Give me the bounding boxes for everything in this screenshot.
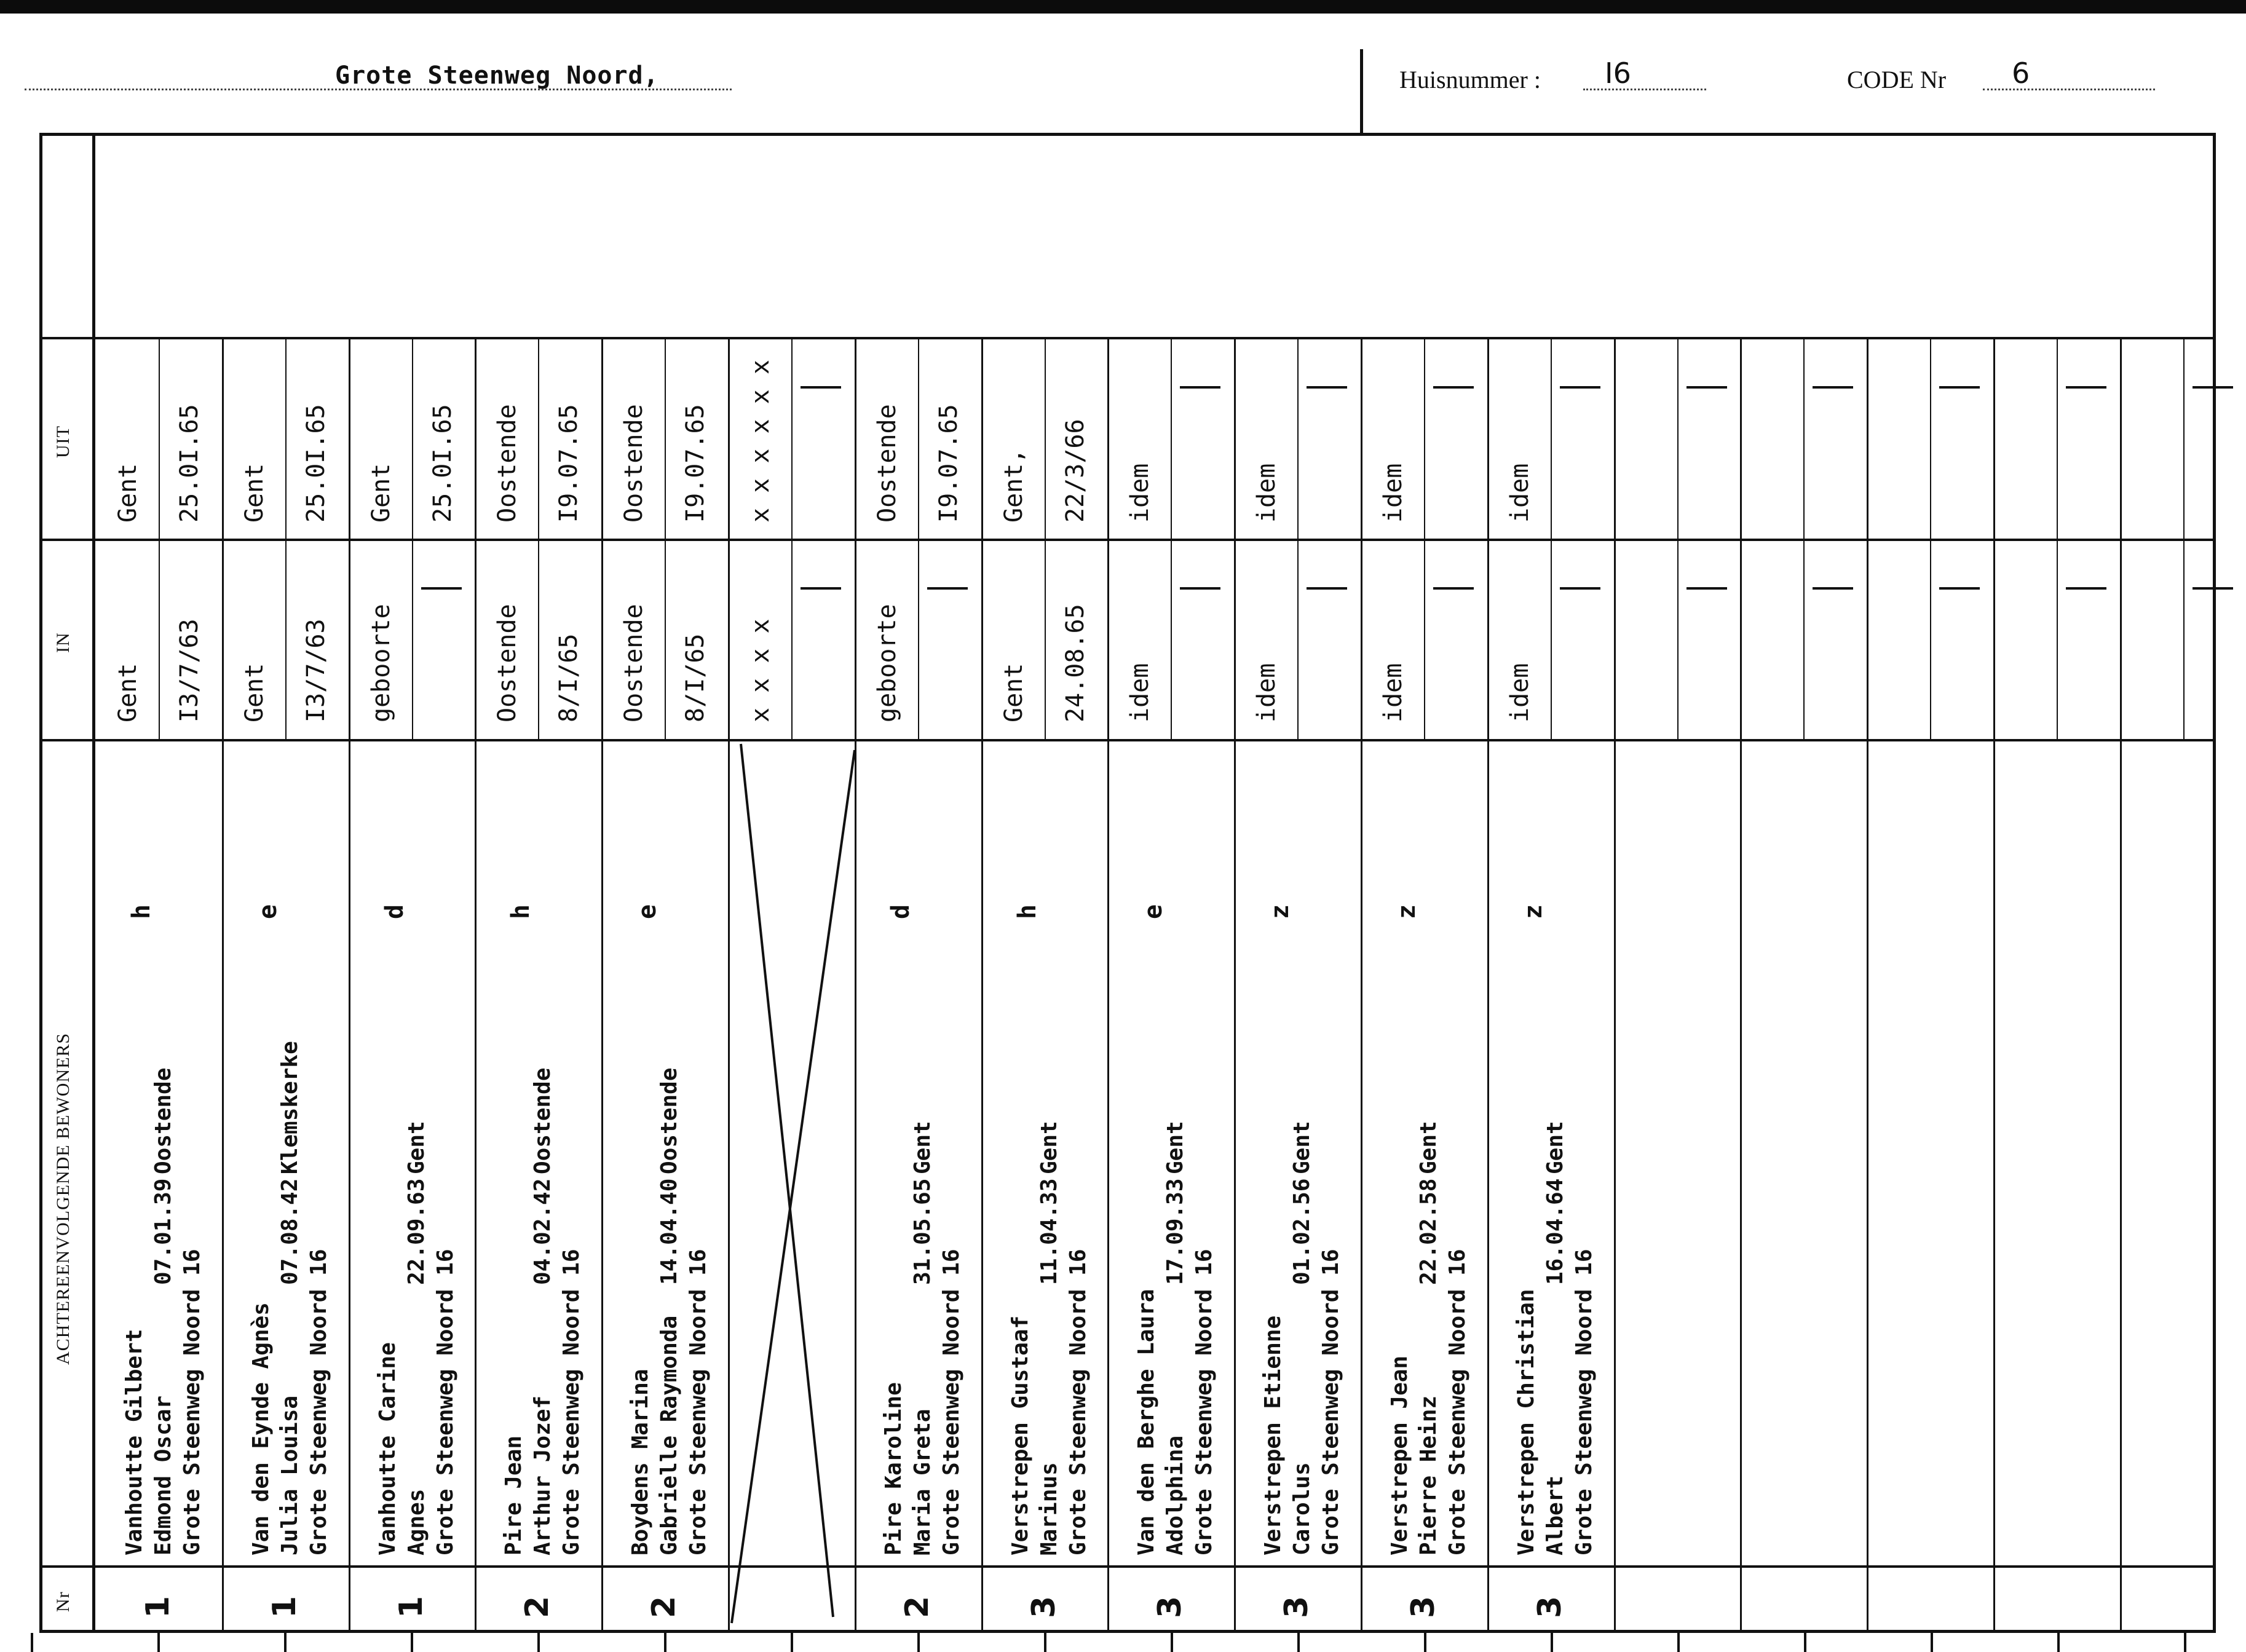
resident-entry (499, 1068, 586, 1555)
empty-date-dash (1686, 386, 1727, 389)
resident-address (1064, 1121, 1093, 1555)
in-place: idem (1379, 663, 1407, 722)
huisnummer-label: Huisnummer : (1399, 66, 1541, 93)
margin-tick (1804, 1633, 1806, 1652)
register-frame (39, 133, 2216, 1633)
margin-tick (791, 1633, 793, 1652)
birth-date (1259, 1174, 1287, 1285)
birth-date: 04.02.42 (530, 1178, 555, 1285)
resident-sex-code: z (1393, 904, 1421, 919)
name-text: Arthur Jozef (530, 1395, 555, 1555)
column-in-label: IN (53, 632, 73, 653)
name-text: Adolphina (1163, 1435, 1188, 1555)
date-subdivider (159, 337, 160, 739)
bewoners-nr-border (39, 1565, 2216, 1568)
in-bewoners-border (39, 739, 2216, 741)
birth-date (373, 1174, 402, 1285)
empty-date-dash (927, 587, 968, 590)
column-divider (349, 337, 350, 1633)
resident-sex-code: e (1139, 904, 1168, 919)
date-subdivider (1677, 337, 1679, 739)
name-text: Grote Steenweg Noord 16 (1318, 1249, 1343, 1555)
birth-date: 22.02.58 (1416, 1178, 1441, 1285)
name-text: Edmond Oscar (151, 1395, 176, 1555)
code-value: 6 (2012, 57, 2030, 90)
margin-tick (2184, 1633, 2186, 1652)
street-dotline (25, 89, 732, 90)
empty-date-dash (1307, 587, 1347, 590)
resident-nr: 3 (1532, 1595, 1568, 1618)
margin-tick (2057, 1633, 2060, 1652)
name-text: Gabrielle Raymonda (657, 1315, 682, 1555)
date-subdivider (1424, 337, 1425, 739)
birth-place: Gent (1543, 1121, 1568, 1174)
uit-place: x x x x x x (746, 360, 775, 523)
huisnummer-value: I6 (1605, 57, 1631, 90)
resident-sex-code: z (1519, 904, 1548, 919)
resident-entry (120, 1068, 207, 1555)
empty-date-dash (2193, 386, 2233, 389)
birth-date: 16.04.64 (1543, 1178, 1568, 1285)
date-subdivider (1803, 337, 1805, 739)
empty-date-dash (1686, 587, 1727, 590)
margin-tick (157, 1633, 160, 1652)
birth-date (1006, 1174, 1035, 1285)
name-text: Vanhoutte Carine (375, 1342, 400, 1555)
birth-place: Gent (1289, 1121, 1315, 1174)
birth-date (1385, 1174, 1414, 1285)
resident-name (1512, 1121, 1541, 1555)
name-text: Verstrepen Jean (1387, 1355, 1412, 1555)
resident-given-names (1287, 1121, 1316, 1555)
column-divider (222, 337, 224, 1633)
uit-place: Gent (114, 463, 142, 523)
in-place: idem (1252, 663, 1281, 722)
empty-date-dash (421, 587, 462, 590)
resident-given-names (402, 1121, 431, 1555)
name-text: Grote Steenweg Noord 16 (306, 1249, 331, 1555)
name-text: Grote Steenweg Noord 16 (1066, 1249, 1091, 1555)
birth-date (1132, 1174, 1161, 1285)
uit-place: Gent, (1000, 448, 1028, 523)
resident-sex-code: e (254, 904, 282, 919)
birth-date (1570, 1174, 1599, 1285)
birth-date: 07.08.42 (277, 1178, 302, 1285)
name-text: Verstrepen Christian (1514, 1289, 1539, 1555)
uit-place: Oostende (493, 404, 521, 523)
birth-date (557, 1174, 586, 1285)
uit-in-border (39, 539, 2216, 541)
column-divider (1614, 337, 1616, 1633)
resident-given-names (1161, 1121, 1190, 1555)
column-divider (1234, 337, 1236, 1633)
in-date: I3/7/63 (175, 619, 204, 722)
date-subdivider (285, 337, 287, 739)
resident-address (1316, 1121, 1345, 1555)
birth-place: Oostende (530, 1067, 555, 1174)
resident-nr: 3 (1405, 1595, 1442, 1618)
birth-date (499, 1174, 528, 1285)
birth-place: Gent (1163, 1121, 1188, 1174)
name-text: Albert (1543, 1475, 1568, 1555)
resident-entry (1385, 1121, 1472, 1555)
resident-given-names (908, 1121, 937, 1555)
date-subdivider (1171, 337, 1172, 739)
uit-place: Gent (367, 463, 395, 523)
name-text: Grote Steenweg Noord 16 (180, 1249, 205, 1555)
birth-place: Klemskerke (277, 1041, 302, 1174)
name-text: Boydens Marina (628, 1369, 653, 1555)
birth-date (247, 1174, 275, 1285)
margin-tick (1931, 1633, 1933, 1652)
huisnummer-dotline (1583, 89, 1706, 90)
birth-date: 01.02.56 (1289, 1178, 1315, 1285)
in-place: geboorte (367, 604, 395, 722)
resident-given-names (1035, 1121, 1064, 1555)
in-place: x x x x (746, 619, 775, 722)
name-text: Pire Karoline (881, 1382, 906, 1555)
margin-tick (284, 1633, 287, 1652)
resident-nr: 3 (1278, 1595, 1315, 1618)
resident-name (373, 1121, 402, 1555)
in-place: idem (1506, 663, 1534, 722)
in-date: I3/7/63 (302, 619, 330, 722)
resident-sex-code: z (1266, 904, 1294, 919)
in-date: 8/I/65 (555, 633, 583, 722)
in-place: idem (1126, 663, 1154, 722)
resident-entry (626, 1068, 713, 1555)
name-text: Julia Louisa (277, 1395, 302, 1555)
birth-date (1190, 1174, 1219, 1285)
birth-date (304, 1174, 333, 1285)
column-divider (1993, 337, 1995, 1633)
column-divider (2120, 337, 2122, 1633)
empty-date-dash (1813, 587, 1853, 590)
column-divider (1867, 337, 1868, 1633)
empty-date-dash (1433, 386, 1474, 389)
birth-date: 07.01.39 (151, 1178, 176, 1285)
name-text: Van den Berghe Laura (1134, 1289, 1159, 1555)
birth-date (684, 1174, 713, 1285)
uit-date: I9.07.65 (555, 404, 583, 523)
column-divider (981, 337, 983, 1633)
date-subdivider (918, 337, 919, 739)
date-subdivider (2183, 337, 2185, 739)
in-place: Gent (114, 663, 142, 722)
left-label-column-border (92, 133, 95, 1633)
code-dotline (1983, 89, 2155, 90)
birth-date (178, 1174, 207, 1285)
name-text: Pire Jean (501, 1435, 526, 1555)
resident-nr: 1 (393, 1595, 430, 1618)
uit-date: 25.0I.65 (429, 404, 457, 523)
resident-name (1132, 1121, 1161, 1555)
birth-place: Gent (1416, 1121, 1441, 1174)
name-text: Grote Steenweg Noord 16 (559, 1249, 584, 1555)
margin-tick (1044, 1633, 1046, 1652)
resident-entry (1259, 1121, 1345, 1555)
name-text: Grote Steenweg Noord 16 (433, 1249, 458, 1555)
cancelled-entry-cross (726, 738, 861, 1629)
birth-place: Gent (910, 1121, 935, 1174)
empty-date-dash (1939, 386, 1980, 389)
date-subdivider (791, 337, 793, 739)
column-bewoners-label: ACHTEREENVOLGENDE BEWONERS (53, 1032, 73, 1365)
empty-date-dash (2066, 587, 2106, 590)
empty-date-dash (2066, 386, 2106, 389)
resident-address (1190, 1121, 1219, 1555)
resident-given-names (1541, 1121, 1570, 1555)
resident-address (178, 1068, 207, 1555)
name-text: Grote Steenweg Noord 16 (939, 1249, 964, 1555)
name-text: Verstrepen Etienne (1260, 1315, 1286, 1555)
code-label: CODE Nr (1847, 66, 1947, 93)
margin-tick (411, 1633, 413, 1652)
in-date: 8/I/65 (681, 633, 710, 722)
in-place: Gent (1000, 663, 1028, 722)
birth-date (120, 1174, 149, 1285)
resident-nr: 2 (899, 1595, 936, 1618)
birth-date (431, 1174, 460, 1285)
resident-address (1570, 1121, 1599, 1555)
street-name: Grote Steenweg Noord, (335, 61, 659, 90)
resident-entry (247, 1041, 333, 1555)
margin-tick (537, 1633, 540, 1652)
birth-place: Gent (1037, 1121, 1062, 1174)
in-place: Oostende (620, 604, 648, 722)
resident-nr: 2 (646, 1595, 682, 1618)
in-place: Gent (240, 663, 269, 722)
birth-place: Oostende (657, 1067, 682, 1174)
uit-place: Oostende (620, 404, 648, 523)
name-text: Verstrepen Gustaaf (1008, 1315, 1033, 1555)
name-text: Vanhoutte Gilbert (122, 1329, 147, 1555)
name-text: Grote Steenweg Noord 16 (686, 1249, 711, 1555)
uit-place: idem (1252, 463, 1281, 523)
resident-address (684, 1068, 713, 1555)
empty-date-dash (801, 386, 841, 389)
column-uit-label: UIT (53, 425, 73, 458)
resident-name (879, 1121, 908, 1555)
birth-date: 14.04.40 (657, 1178, 682, 1285)
resident-sex-code: d (887, 904, 915, 919)
resident-nr: 3 (1152, 1595, 1188, 1618)
date-subdivider (1297, 337, 1299, 739)
resident-nr: 2 (519, 1595, 556, 1618)
resident-sex-code: d (381, 904, 409, 919)
birth-date (626, 1174, 655, 1285)
date-subdivider (665, 337, 666, 739)
uit-place: Gent (240, 463, 269, 523)
column-divider (475, 337, 476, 1633)
resident-nr: 1 (140, 1595, 176, 1618)
uit-place: idem (1379, 463, 1407, 523)
in-place: geboorte (873, 604, 901, 722)
column-divider (1361, 337, 1362, 1633)
resident-entry (1006, 1121, 1093, 1555)
resident-sex-code: h (507, 904, 535, 919)
empty-date-dash (1307, 386, 1347, 389)
resident-address (1443, 1121, 1472, 1555)
birth-date (937, 1174, 966, 1285)
date-subdivider (1045, 337, 1046, 739)
uit-place: Oostende (873, 404, 901, 523)
uit-date: I9.07.65 (935, 404, 963, 523)
empty-date-dash (801, 587, 841, 590)
name-text: Grote Steenweg Noord 16 (1445, 1249, 1470, 1555)
resident-sex-code: e (633, 904, 662, 919)
birth-date: 11.04.33 (1037, 1178, 1062, 1285)
resident-given-names (655, 1068, 684, 1555)
resident-sex-code: h (127, 904, 156, 919)
empty-date-dash (1180, 386, 1220, 389)
name-text: Grote Steenweg Noord 16 (1572, 1249, 1597, 1555)
date-subdivider (1930, 337, 1931, 739)
date-subdivider (2057, 337, 2058, 739)
in-date: 24.08.65 (1061, 604, 1089, 722)
date-subdivider (1551, 337, 1552, 739)
resident-given-names (1414, 1121, 1443, 1555)
resident-name (1385, 1121, 1414, 1555)
column-nr-label: Nr (53, 1591, 73, 1612)
resident-nr: 3 (1026, 1595, 1062, 1618)
uit-place: idem (1126, 463, 1154, 523)
birth-date (1064, 1174, 1093, 1285)
margin-tick (1551, 1633, 1553, 1652)
header-divider (1360, 49, 1363, 133)
in-place: Oostende (493, 604, 521, 722)
resident-given-names (528, 1068, 557, 1555)
margin-tick (31, 1633, 33, 1652)
top-area-border (39, 337, 2216, 339)
resident-address (557, 1068, 586, 1555)
uit-date: I9.07.65 (681, 404, 710, 523)
birth-date (1316, 1174, 1345, 1285)
empty-date-dash (1939, 587, 1980, 590)
date-subdivider (538, 337, 539, 739)
uit-place: idem (1506, 463, 1534, 523)
resident-name (1259, 1121, 1287, 1555)
margin-tick (1424, 1633, 1426, 1652)
name-text: Pierre Heinz (1416, 1395, 1441, 1555)
margin-tick (1677, 1633, 1680, 1652)
name-text: Agnes (404, 1488, 429, 1555)
resident-name (1006, 1121, 1035, 1555)
margin-tick (664, 1633, 666, 1652)
resident-address (431, 1121, 460, 1555)
uit-date: 25.0I.65 (302, 404, 330, 523)
resident-given-names (275, 1041, 304, 1555)
birth-date: 17.09.33 (1163, 1178, 1188, 1285)
resident-address (304, 1041, 333, 1555)
uit-date: 22/3/66 (1061, 419, 1089, 523)
resident-sex-code: h (1013, 904, 1042, 919)
resident-name (626, 1068, 655, 1555)
empty-date-dash (1560, 587, 1600, 590)
empty-date-dash (1560, 386, 1600, 389)
column-divider (1107, 337, 1109, 1633)
resident-entry (879, 1121, 966, 1555)
birth-date (1443, 1174, 1472, 1285)
empty-date-dash (1180, 587, 1220, 590)
margin-tick (1171, 1633, 1173, 1652)
resident-entry (1132, 1121, 1219, 1555)
birth-date: 22.09.63 (404, 1178, 429, 1285)
empty-date-dash (2193, 587, 2233, 590)
resident-address (937, 1121, 966, 1555)
name-text: Marinus (1037, 1462, 1062, 1555)
resident-name (247, 1041, 275, 1555)
margin-tick (917, 1633, 920, 1652)
margin-tick (1297, 1633, 1300, 1652)
birth-date (879, 1174, 908, 1285)
resident-name (499, 1068, 528, 1555)
resident-entry (373, 1121, 460, 1555)
resident-given-names (149, 1068, 178, 1555)
date-subdivider (412, 337, 413, 739)
birth-place: Oostende (151, 1067, 176, 1174)
uit-date: 25.0I.65 (175, 404, 204, 523)
name-text: Van den Eynde Agnès (248, 1302, 274, 1555)
name-text: Grote Steenweg Noord 16 (1192, 1249, 1217, 1555)
birth-date (1512, 1174, 1541, 1285)
resident-entry (1512, 1121, 1599, 1555)
column-divider (601, 337, 603, 1633)
empty-date-dash (1433, 587, 1474, 590)
top-edge (0, 0, 2246, 14)
empty-date-dash (1813, 386, 1853, 389)
resident-nr: 1 (266, 1595, 303, 1618)
name-text: Maria Greta (910, 1409, 935, 1555)
birth-place: Gent (404, 1121, 429, 1174)
name-text: Carolus (1289, 1462, 1315, 1555)
birth-date: 31.05.65 (910, 1178, 935, 1285)
resident-name (120, 1068, 149, 1555)
column-divider (1740, 337, 1742, 1633)
column-divider (1487, 337, 1489, 1633)
